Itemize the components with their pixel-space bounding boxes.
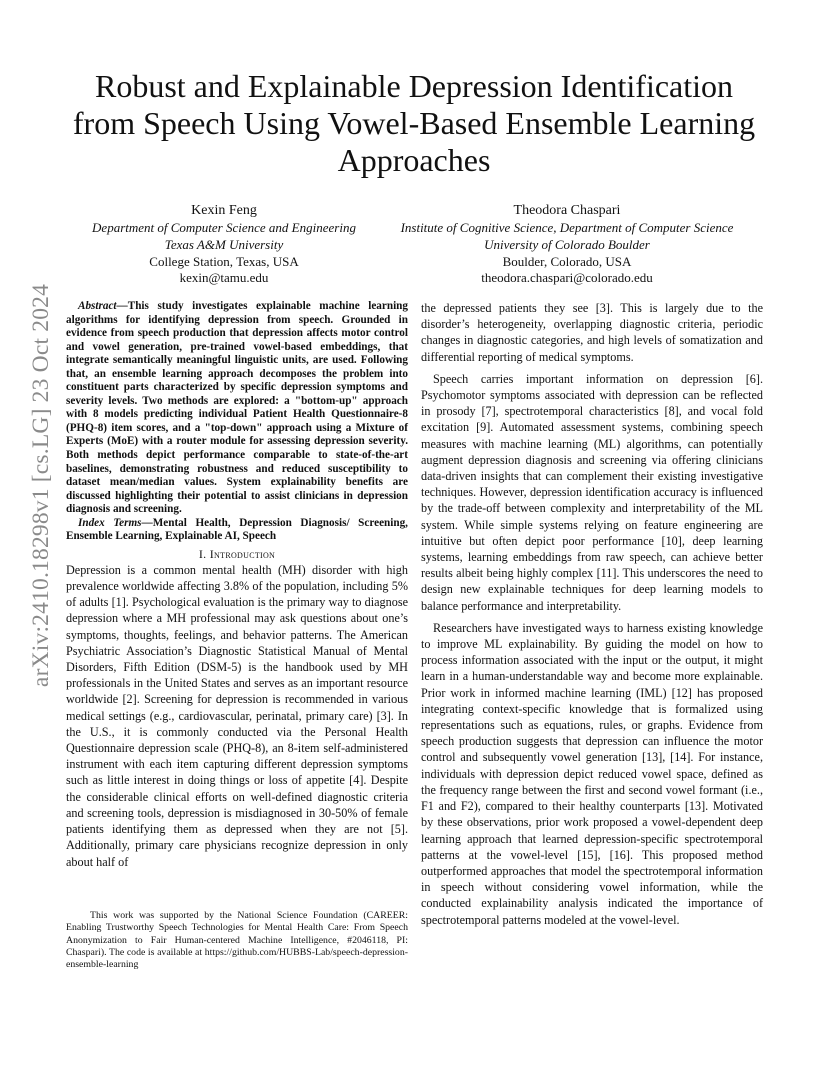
author-email: kexin@tamu.edu <box>179 270 269 286</box>
section-title: Introduction <box>209 546 276 561</box>
index-terms <box>66 517 408 544</box>
author-department: Institute of Cognitive Science, Department of Computer Science <box>400 220 734 235</box>
author-name: Theodora Chaspari <box>513 203 621 218</box>
arxiv-identifier-stamp <box>22 283 62 687</box>
paper-title: Robust and Explainable Depression Identification from Speech Using Vowel-Based Ensemble Learning Approaches <box>72 68 756 178</box>
author-institution: University of Colorado Boulder <box>484 236 650 252</box>
left-column <box>66 300 408 870</box>
index-terms-text: Mental Health, Depression Diagnosis/ Screening, Ensemble Learning, Explainable AI, Speech <box>66 516 408 543</box>
index-terms-label: Index Terms <box>78 516 142 529</box>
author-email: theodora.chaspari@colorado.edu <box>481 270 653 286</box>
arxiv-identifier: arXiv:2410.18298v1 [cs.LG] 23 Oct 2024 <box>28 283 55 687</box>
footnote: This work was supported by the National Science Foundation (CAREER: Enabling Trustworthy Speech Technologies for Mental Health Care: From Speech Anonymization to Fair Human-centered Machine Intelligence, #2046118, PI: Chaspari). The code is available at https://github.com/HUBBS-Lab/speech-depression-ensemble-learning <box>66 910 408 971</box>
section-heading-introduction <box>66 546 408 562</box>
author-location: Boulder, Colorado, USA <box>502 253 632 269</box>
author-block-2 <box>384 202 750 287</box>
author-institution: Texas A&M University <box>164 236 284 252</box>
intro-paragraph-3: Speech carries important information on depression [6]. Psychomotor symptoms associated with depression can be reflected in prosody [7], spectrotemporal characteristics [8], and vocal fold excitation [9]. Automated assessment systems, combining speech measures with machine learning (ML) algorithms, can potentially augment depression diagnosis and screening via offering clinicians data-driven insights that can complement their existing investigative techniques. However, depression identification accuracy is influenced by the trade-off between complexity and interpretability of the ML system. While simple systems relying on feature engineering are intuitive but often depict poor performance [10], deep learning systems, learning embeddings from raw speech, can achieve better results albeit being highly complex [11]. This underscores the need to design new explainable techniques for deep learning models to balance performance and interpretability. <box>421 371 763 613</box>
author-department: Department of Computer Science and Engineering <box>92 220 356 235</box>
intro-paragraph-4: Researchers have investigated ways to harness existing knowledge to improve ML explainability. By guiding the model on how to process information associated with the input or the output, it might learn in a human-understandable way and become more explainable. Prior work in informed machine learning (IML) [12] has proposed integrating context-specific knowledge that is formalized using representations such as equations, rules, or graphs. Evidence from speech production suggests that depression can influence the motor control and subsequently vowel generation [13], [14]. For instance, individuals with depression depict reduced vowel space, defined as the frequency range between the first and second vowel formant (i.e., F1 and F2), compared to their healthy counterparts [13]. Motivated by these observations, prior work proposed a vowel-dependent deep learning approach that learned depression-specific spectrotemporal patterns at the vowel-level [15], [16]. This proposed method outperformed approaches that model the spectrotemporal information in speech without considering vowel information, while the conducted explainability analysis indicated the importance of spectrotemporal patterns modeled at the vowel-level. <box>421 620 763 927</box>
abstract-label: Abstract <box>78 300 117 312</box>
author-block-1 <box>76 202 372 287</box>
abstract-dash: — <box>116 300 128 312</box>
intro-paragraph-2: the depressed patients they see [3]. This is largely due to the disorder’s heterogeneity, overlapping diagnostic criteria, periodic changes in diagnostic categories, and high levels of somatization and differential reporting of medical symptoms. <box>421 301 763 364</box>
section-numeral: I. <box>198 546 207 561</box>
abstract <box>66 300 408 517</box>
right-column <box>421 300 763 928</box>
author-name: Kexin Feng <box>191 203 257 218</box>
author-location: College Station, Texas, USA <box>149 253 299 269</box>
index-terms-dash: — <box>141 516 153 529</box>
abstract-text: This study investigates explainable machine learning algorithms for identifying depression from speech. Grounded in evidence from speech production that depression affects motor control and vowel generation, pre-trained vowel-based embeddings, that integrate semantically meaningful linguistic units, are used. Following that, an ensemble learning approach decomposes the problem into constituent parts characterized by specific depression symptoms and severity levels. Two methods are explored: a "bottom-up" approach with 8 models predicting individual Patient Health Questionnaire-8 (PHQ-8) item scores, and a "top-down" approach using a Mixture of Experts (MoE) with a router module for assessing depression severity. Both methods depict performance comparable to state-of-the-art baselines, demonstrating robustness and reduced susceptibility to dataset mean/median values. System explainability benefits are discussed highlighting their potential to assist clinicians in depression diagnosis and screening. <box>66 300 408 516</box>
intro-paragraph-1: Depression is a common mental health (MH) disorder with high prevalence worldwide affecting 3.8% of the population, including 5% of adults [1]. Psychological evaluation is the primary way to diagnose depression where a MH professional may ask questions about one’s symptoms, thoughts, feelings, and behavior patterns. The American Psychiatric Association’s Diagnostic Statistical Manual of Mental Disorders, Fifth Edition (DSM-5) is the handbook used by MH professionals in the United States and serves as an important resource worldwide [2]. Screening for depression is recommended in various medical settings (e.g., cardiovascular, perinatal, primary care) [3]. In the U.S., it is commonly conducted via the Personal Health Questionnaire depression scale (PHQ-8), an 8-item self-administered instrument with each item capturing different depression symptoms such as little interest in doing things or loss of appetite [4]. Despite the considerable clinical efforts on well-defined diagnostic criteria and screening tools, depression is misdiagnosed in 30-50% of female patients identifying them as depressed when they are not [5]. Additionally, primary care physicians recognize depression in only about half of <box>66 562 408 869</box>
